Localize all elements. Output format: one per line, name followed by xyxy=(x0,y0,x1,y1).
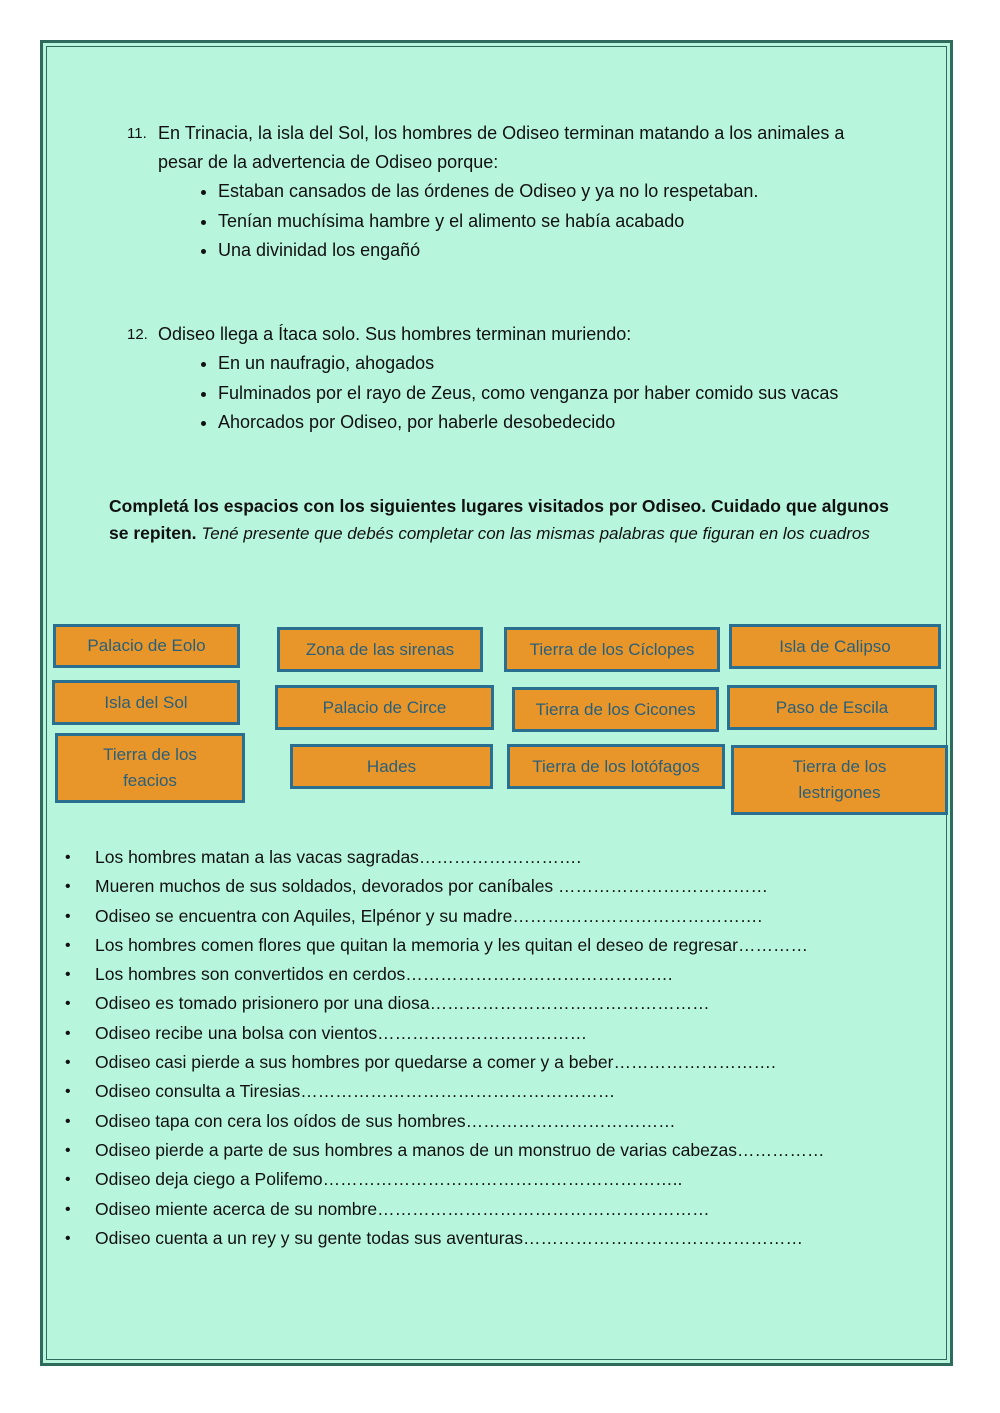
list-item: • Odiseo casi pierde a sus hombres por quedarse a comer y a beber………………………. xyxy=(95,1048,955,1077)
list-item: • Odiseo miente acerca de su nombre………………………………………………… xyxy=(95,1195,955,1224)
question-number: 12. xyxy=(127,326,148,343)
list-item: • Odiseo cuenta a un rey y su gente todas sus aventuras………………………………………… xyxy=(95,1224,955,1253)
place-box[interactable]: Paso de Escila xyxy=(727,685,937,730)
instructions xyxy=(109,493,909,547)
option-item: • En un naufragio, ahogados xyxy=(218,349,878,379)
place-box[interactable]: Isla del Sol xyxy=(52,680,240,725)
list-item: • Los hombres son convertidos en cerdos………………………………………. xyxy=(95,960,955,989)
place-box[interactable]: Palacio de Eolo xyxy=(53,624,240,668)
instructions-bold: Completá los espacios con los siguientes lugares visitados por Odiseo. Cuidado que algunos se repiten. xyxy=(109,496,889,543)
place-box[interactable]: Tierra de los Cíclopes xyxy=(504,627,720,672)
list-item: • Odiseo tapa con cera los oídos de sus hombres……………………………… xyxy=(95,1107,955,1136)
option-item: • Una divinidad los engañó xyxy=(218,236,878,266)
place-box[interactable]: Hades xyxy=(290,744,493,789)
option-item: • Fulminados por el rayo de Zeus, como venganza por haber comido sus vacas xyxy=(218,379,878,409)
place-box[interactable]: Tierra de los lestrigones xyxy=(731,745,948,815)
question-text: Odiseo llega a Ítaca solo. Sus hombres terminan muriendo: xyxy=(158,324,632,344)
question-12 xyxy=(127,320,878,438)
list-item: • Odiseo pierde a parte de sus hombres a manos de un monstruo de varias cabezas…………… xyxy=(95,1136,955,1165)
list-item: • Odiseo es tomado prisionero por una diosa………………………………………… xyxy=(95,989,955,1018)
question-number: 11. xyxy=(127,125,147,142)
question-11 xyxy=(127,119,878,266)
question-options xyxy=(127,177,878,266)
list-item: • Odiseo se encuentra con Aquiles, Elpénor y su madre……………………………………. xyxy=(95,902,955,931)
place-box[interactable]: Tierra de los Cicones xyxy=(512,687,719,732)
list-item: • Los hombres matan a las vacas sagradas………………………. xyxy=(95,843,955,872)
place-box[interactable]: Tierra de los lotófagos xyxy=(507,744,725,789)
option-item: • Ahorcados por Odiseo, por haberle desobedecido xyxy=(218,408,878,438)
option-item: • Estaban cansados de las órdenes de Odiseo y ya no lo respetaban. xyxy=(218,177,878,207)
instructions-italic: Tené presente que debés completar con las mismas palabras que figuran en los cuadros xyxy=(201,523,870,543)
place-box[interactable]: Zona de las sirenas xyxy=(277,627,483,672)
place-box[interactable]: Palacio de Circe xyxy=(275,685,494,730)
worksheet-page xyxy=(40,40,953,1366)
list-item: • Odiseo deja ciego a Polifemo…………………………………………………….. xyxy=(95,1165,955,1194)
list-item: • Mueren muchos de sus soldados, devorados por caníbales ……………………………… xyxy=(95,872,955,901)
list-item: • Odiseo consulta a Tiresias……………………………………………… xyxy=(95,1077,955,1106)
question-options xyxy=(127,349,878,438)
list-item: • Los hombres comen flores que quitan la memoria y les quitan el deseo de regresar………… xyxy=(95,931,955,960)
option-item: • Tenían muchísima hambre y el alimento se había acabado xyxy=(218,207,878,237)
list-item: • Odiseo recibe una bolsa con vientos……………………………… xyxy=(95,1019,955,1048)
question-text: En Trinacia, la isla del Sol, los hombres de Odiseo terminan matando a los animales a pesar de la advertencia de Odiseo porque: xyxy=(158,123,845,172)
fill-in-list xyxy=(63,843,955,1253)
place-box[interactable]: Tierra de los feacios xyxy=(55,733,245,803)
place-box[interactable]: Isla de Calipso xyxy=(729,624,941,669)
